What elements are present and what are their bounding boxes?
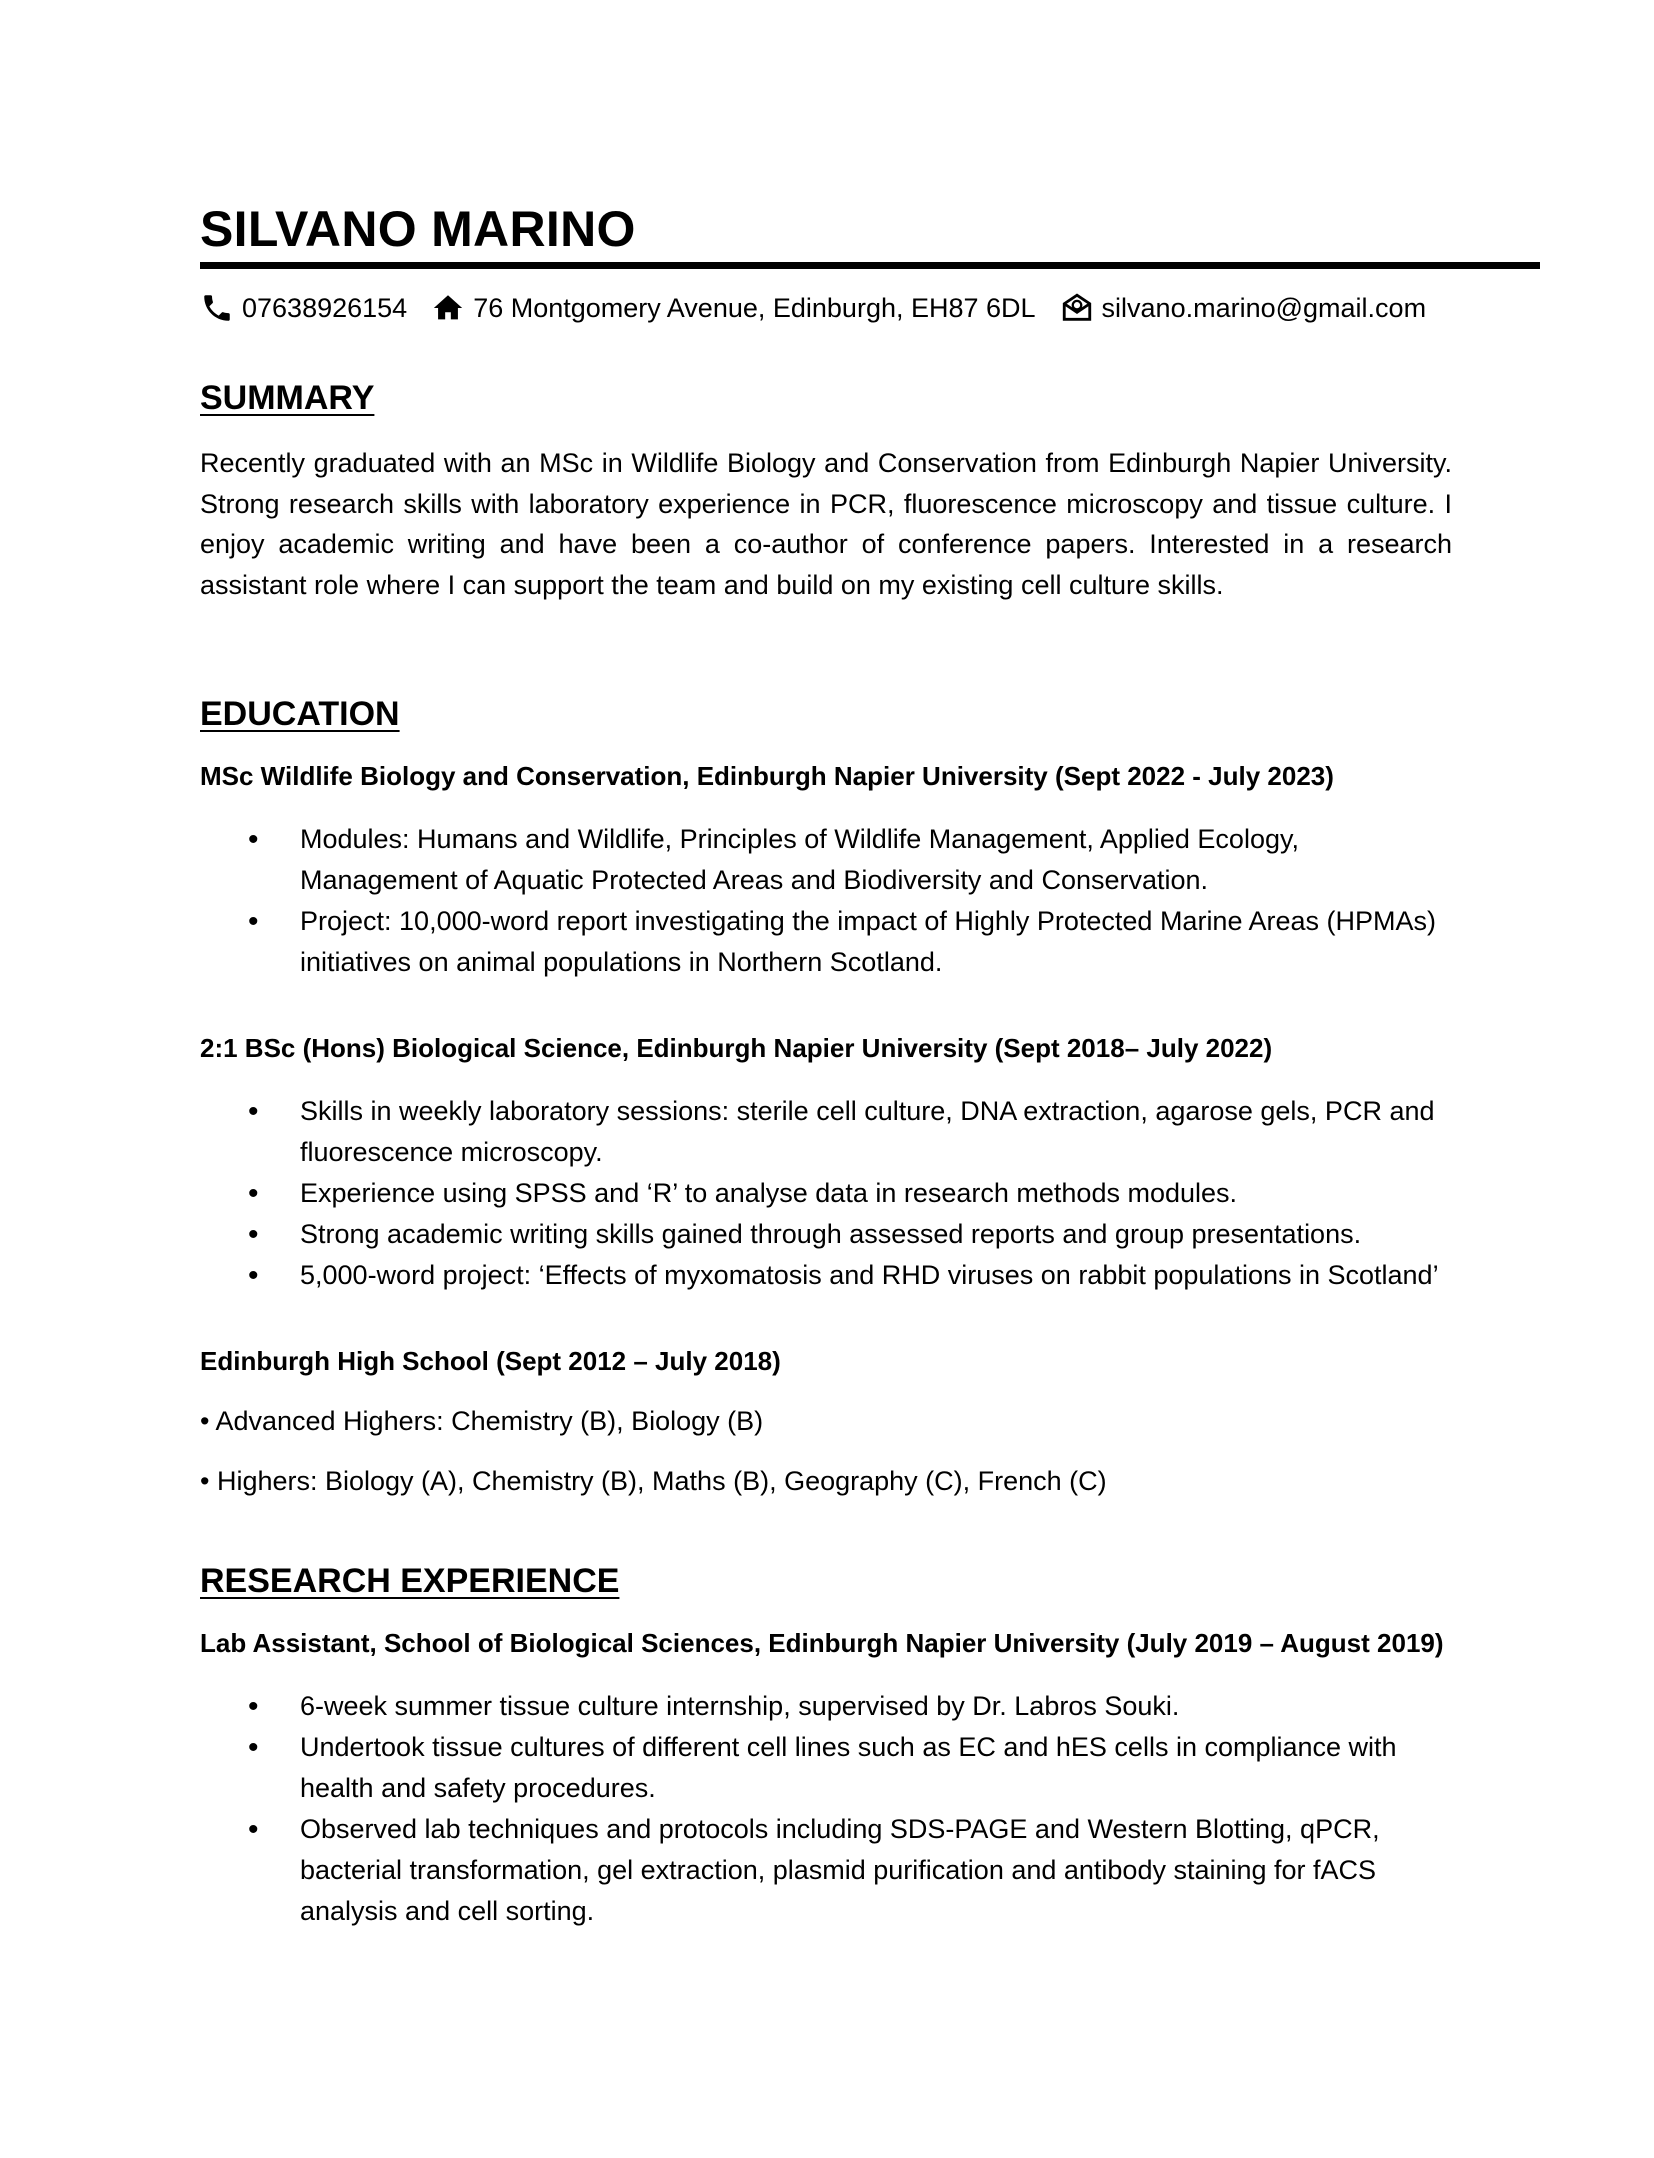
list-item: • Project: 10,000-word report investigating the impact of Highly Protected Marine Areas (HPMAs) initiatives on animal populations in Northern Scotland.: [200, 901, 1460, 983]
education-entry-msc: [200, 759, 1540, 983]
bullet-list: [200, 1686, 1540, 1932]
list-item: • 6-week summer tissue culture internship, supervised by Dr. Labros Souki.: [200, 1686, 1460, 1727]
contact-phone: [200, 291, 407, 325]
summary-text: Recently graduated with an MSc in Wildlife Biology and Conservation from Edinburgh Napier University. Strong research skills with laboratory experience in PCR, fluorescence microscopy and tissue culture. I enjoy academic writing and have been a co-author of conference papers. Interested in a research assistant role where I can support the team and build on my existing cell culture skills.: [200, 448, 1452, 600]
bullet-list: [200, 819, 1540, 983]
research-section: [200, 1560, 1540, 1932]
list-item: • Modules: Humans and Wildlife, Principles of Wildlife Management, Applied Ecology, Management of Aquatic Protected Areas and Biodiversity and Conservation.: [200, 819, 1460, 901]
contact-line: [200, 291, 1540, 325]
header-divider: [200, 262, 1540, 269]
list-item: • Skills in weekly laboratory sessions: sterile cell culture, DNA extraction, agarose gels, PCR and fluorescence microscopy.: [200, 1091, 1460, 1173]
entry-title: Lab Assistant, School of Biological Sciences, Edinburgh Napier University (July 2019 – August 2019): [200, 1628, 1444, 1658]
list-item: • Undertook tissue cultures of different cell lines such as EC and hES cells in compliance with health and safety procedures.: [200, 1727, 1460, 1809]
address-text: 76 Montgomery Avenue, Edinburgh, EH87 6DL: [473, 293, 1036, 323]
list-item: • Experience using SPSS and ‘R’ to analyse data in research methods modules.: [200, 1173, 1460, 1214]
research-entry-lab-assistant: [200, 1626, 1540, 1932]
list-item: • Strong academic writing skills gained through assessed reports and group presentations.: [200, 1214, 1460, 1255]
education-entry-bsc: [200, 1031, 1540, 1296]
phone-number: 07638926154: [242, 293, 408, 323]
summary-section: [200, 377, 1540, 605]
list-item: • 5,000-word project: ‘Effects of myxomatosis and RHD viruses on rabbit populations in Scotland’: [200, 1255, 1460, 1296]
list-item: • Advanced Highers: Chemistry (B), Biology (B): [200, 1406, 764, 1436]
entry-title: 2:1 BSc (Hons) Biological Science, Edinburgh Napier University (Sept 2018– July 2022): [200, 1033, 1273, 1063]
home-icon: [431, 291, 465, 325]
candidate-name: SILVANO MARINO: [200, 201, 636, 257]
email-address: silvano.marino@gmail.com: [1101, 293, 1427, 323]
contact-address: [431, 291, 1035, 325]
section-heading-research: RESEARCH EXPERIENCE: [200, 1562, 620, 1600]
list-item: • Highers: Biology (A), Chemistry (B), Maths (B), Geography (C), French (C): [200, 1466, 1107, 1496]
entry-title: Edinburgh High School (Sept 2012 – July 2018): [200, 1346, 781, 1376]
entry-title: MSc Wildlife Biology and Conservation, Edinburgh Napier University (Sept 2022 - July 2023): [200, 761, 1334, 791]
section-heading-summary: SUMMARY: [200, 379, 375, 417]
section-heading-education: EDUCATION: [200, 695, 400, 733]
email-icon: [1060, 291, 1094, 325]
education-section: [200, 693, 1540, 1498]
list-item: • Observed lab techniques and protocols including SDS-PAGE and Western Blotting, qPCR, bacterial transformation, gel extraction, plasmid purification and antibody staining for fACS analysis and cell sorting.: [200, 1809, 1460, 1932]
phone-icon: [200, 291, 234, 325]
contact-email: [1060, 291, 1427, 325]
bullet-list: [200, 1091, 1540, 1296]
cv-page: [200, 200, 1540, 1932]
education-entry-high-school: [200, 1344, 1540, 1498]
